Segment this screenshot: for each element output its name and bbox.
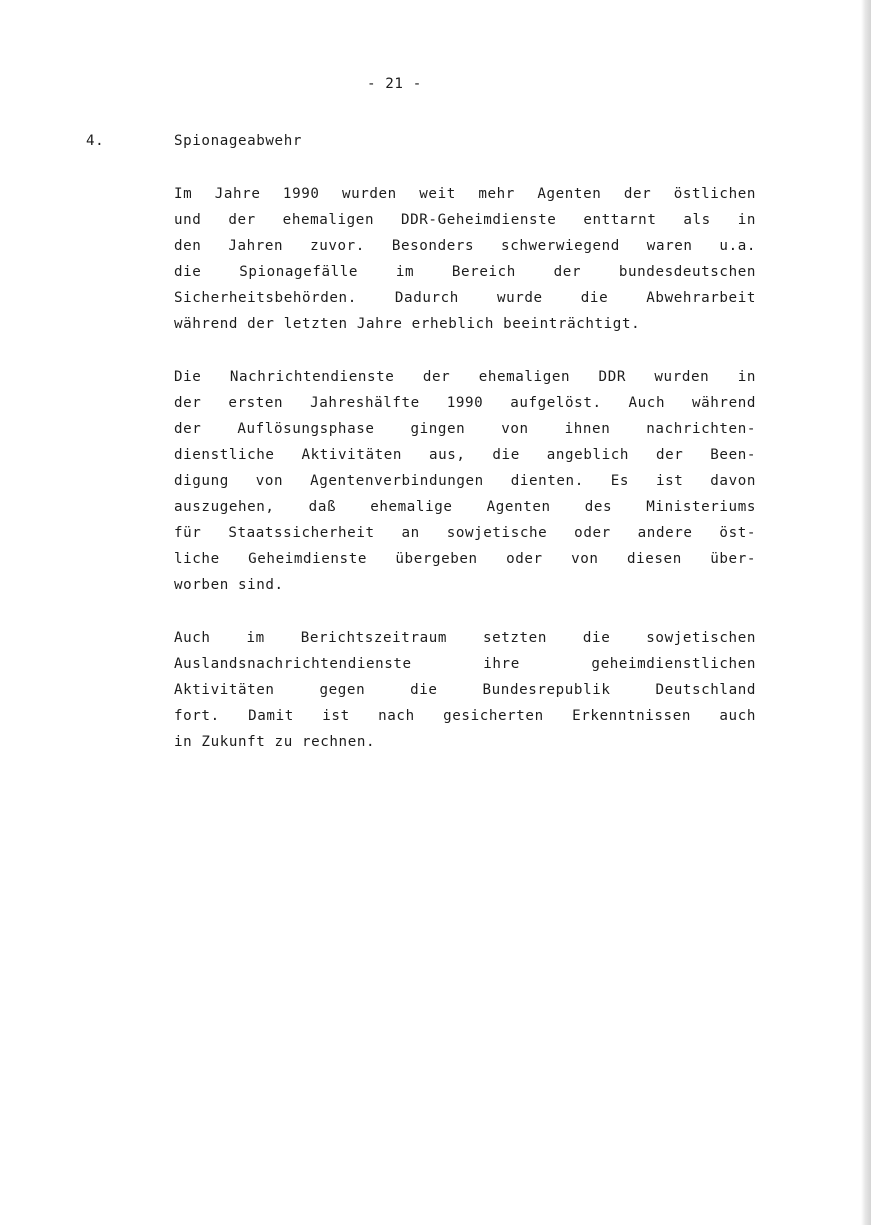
text-line: dienstliche Aktivitäten aus, die angeblich der Been-: [174, 447, 756, 463]
text-line: Auch im Berichtszeitraum setzten die sowjetischen: [174, 630, 756, 646]
section-number: 4.: [86, 133, 105, 149]
text-line: fort. Damit ist nach gesicherten Erkenntnissen auch: [174, 708, 756, 724]
paragraph-3: [174, 625, 756, 755]
text-line: Die Nachrichtendienste der ehemaligen DDR wurden in: [174, 369, 756, 385]
text-line: Im Jahre 1990 wurden weit mehr Agenten der östlichen: [174, 186, 756, 202]
page-number: - 21 -: [367, 76, 422, 92]
text-line: den Jahren zuvor. Besonders schwerwiegend waren u.a.: [174, 238, 756, 254]
text-line: in Zukunft zu rechnen.: [174, 734, 376, 750]
text-line: worben sind.: [174, 577, 284, 593]
text-line: während der letzten Jahre erheblich beeinträchtigt.: [174, 316, 641, 332]
text-line: auszugehen, daß ehemalige Agenten des Ministeriums: [174, 499, 756, 515]
text-line: die Spionagefälle im Bereich der bundesdeutschen: [174, 264, 756, 280]
paragraph-1: [174, 181, 756, 337]
text-line: Sicherheitsbehörden. Dadurch wurde die Abwehrarbeit: [174, 290, 756, 306]
text-line: und der ehemaligen DDR-Geheimdienste enttarnt als in: [174, 212, 756, 228]
text-line: für Staatssicherheit an sowjetische oder andere öst-: [174, 525, 756, 541]
text-line: Aktivitäten gegen die Bundesrepublik Deutschland: [174, 682, 756, 698]
page-edge-shadow: [861, 0, 871, 1225]
text-line: der ersten Jahreshälfte 1990 aufgelöst. Auch während: [174, 395, 756, 411]
text-line: Auslandsnachrichtendienste ihre geheimdienstlichen: [174, 656, 756, 672]
paragraph-2: [174, 364, 756, 598]
text-line: der Auflösungsphase gingen von ihnen nachrichten-: [174, 421, 756, 437]
text-line: digung von Agentenverbindungen dienten. Es ist davon: [174, 473, 756, 489]
section-title: Spionageabwehr: [174, 133, 302, 149]
text-line: liche Geheimdienste übergeben oder von diesen über-: [174, 551, 756, 567]
